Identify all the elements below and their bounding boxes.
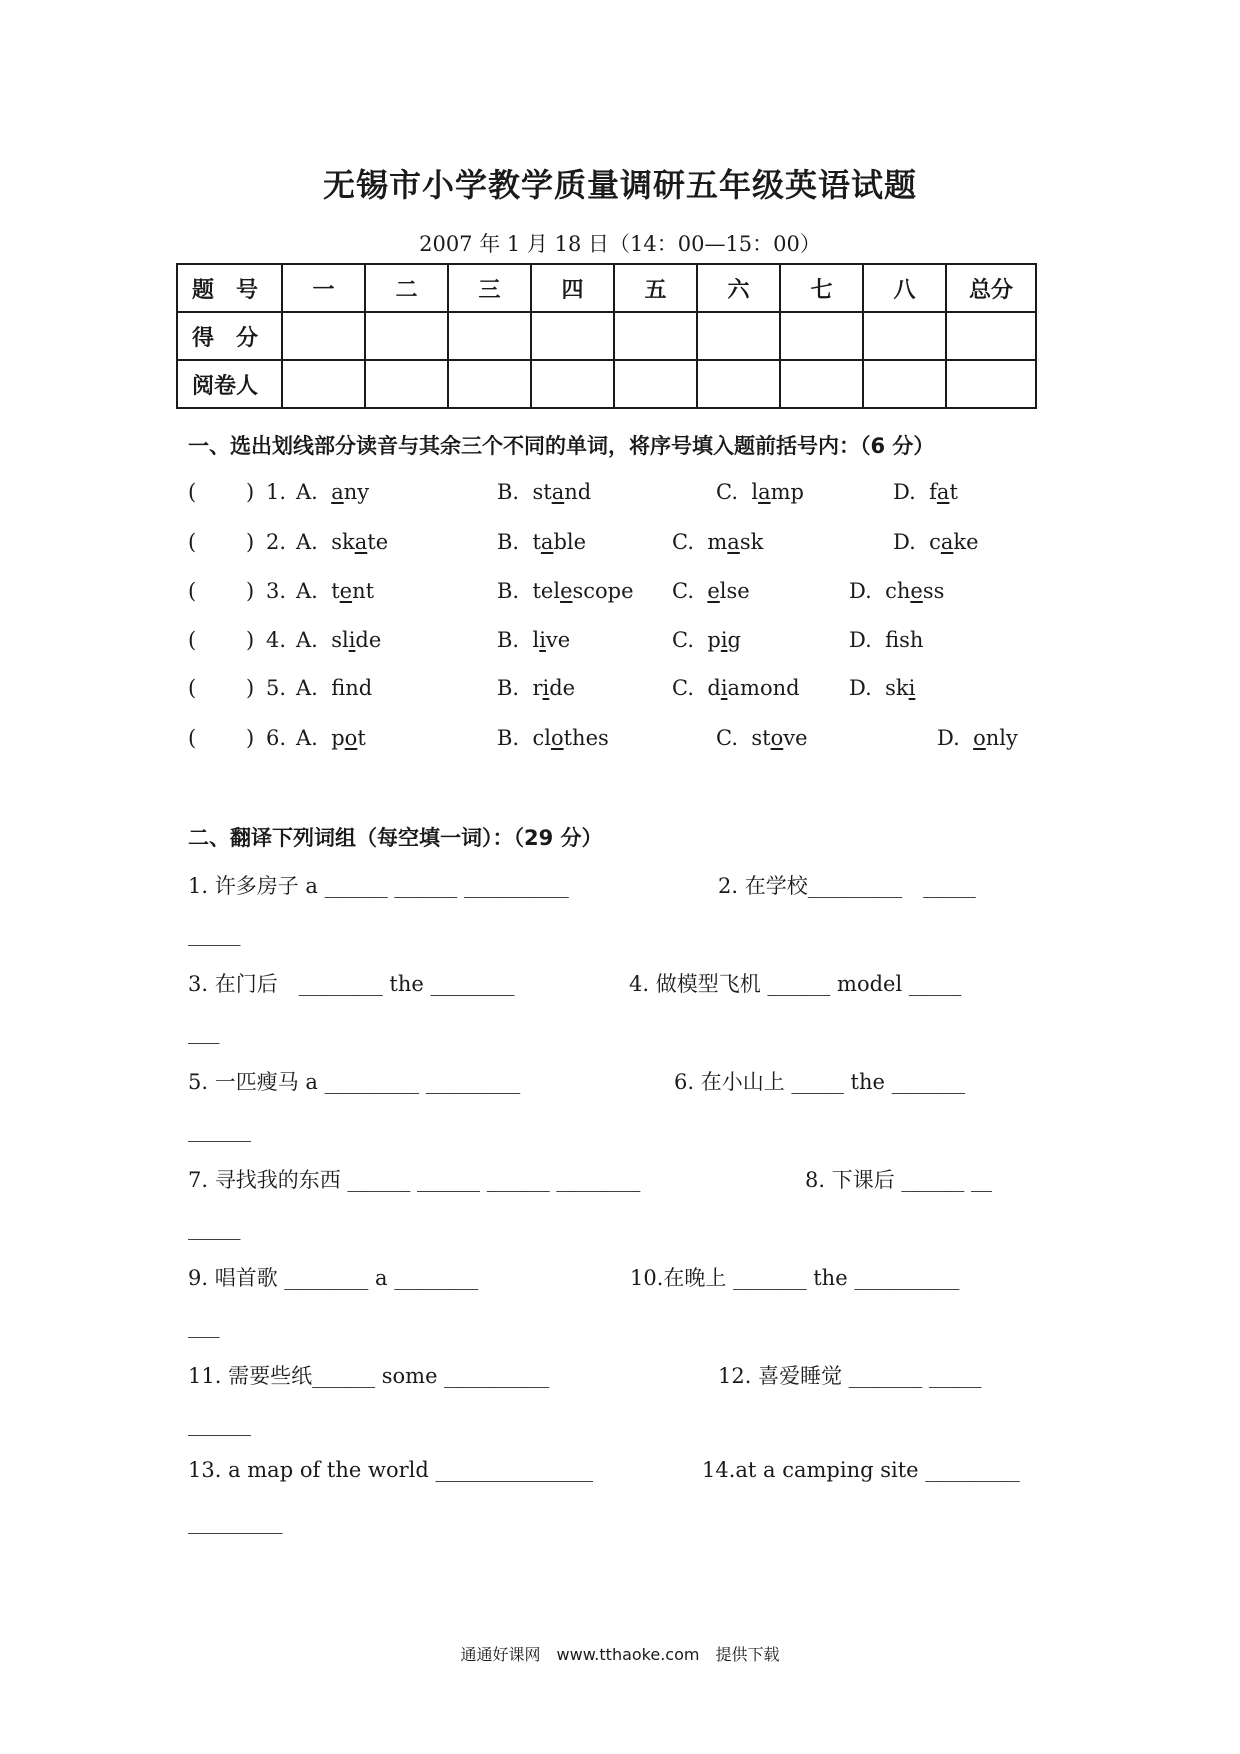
underlined-letter: a <box>354 530 368 554</box>
answer-bracket-close: ) <box>246 480 255 504</box>
underlined-letter: a <box>540 530 554 554</box>
score-cell[interactable] <box>282 312 365 360</box>
option-word: fsh <box>885 628 924 652</box>
option-word: fat <box>929 480 958 504</box>
translation-line[interactable]: 13. a map of the world _______________ <box>188 1458 593 1482</box>
underlined-letter: a <box>758 480 771 504</box>
answer-bracket-open: ( <box>188 628 197 652</box>
option-letter: A. <box>296 480 332 504</box>
option-word: chess <box>885 579 945 603</box>
underlined-letter: a <box>936 480 950 504</box>
translation-line[interactable]: ___ <box>188 1314 220 1338</box>
option-b <box>497 676 575 700</box>
option-letter: B. <box>497 480 533 504</box>
translation-line[interactable]: 3. 在门后 ________ the ________ <box>188 972 515 996</box>
option-word: tent <box>331 579 375 603</box>
option-d <box>849 579 944 603</box>
score-cell[interactable] <box>614 312 697 360</box>
answer-bracket-close: ) <box>246 676 255 700</box>
header-cell: 八 <box>863 264 946 312</box>
translation-line[interactable]: 10.在晚上 _______ the __________ <box>630 1266 960 1290</box>
question-number: 1. <box>266 480 287 504</box>
underlined-letter: o <box>550 726 564 750</box>
option-word: pot <box>331 726 366 750</box>
option-letter: C. <box>672 579 708 603</box>
option-letter: A. <box>296 726 332 750</box>
score-table <box>176 263 1037 409</box>
section1-title: 一、选出划线部分读音与其余三个不同的单词，将序号填入题前括号内：（6 分） <box>188 434 935 458</box>
option-letter: A. <box>296 676 332 700</box>
header-cell: 题 号 <box>177 264 282 312</box>
translation-line[interactable]: 2. 在学校_________ _____ <box>718 874 976 898</box>
question-row <box>188 628 1088 658</box>
option-letter: A. <box>296 530 332 554</box>
option-word: slide <box>331 628 382 652</box>
option-a <box>296 480 369 504</box>
question-row <box>188 726 1088 756</box>
underlined-letter: e <box>560 579 573 603</box>
option-letter: A. <box>296 628 332 652</box>
option-word: telescope <box>532 579 634 603</box>
underlined-letter: a <box>551 480 565 504</box>
question-number: 3. <box>266 579 287 603</box>
answer-bracket-close: ) <box>246 726 255 750</box>
option-word: live <box>532 628 571 652</box>
score-cell[interactable] <box>863 312 946 360</box>
section2-title: 二、翻译下列词组（每空填一词）：（29 分） <box>188 826 603 850</box>
score-cell[interactable] <box>780 312 863 360</box>
header-cell: 六 <box>697 264 780 312</box>
option-letter: D. <box>849 676 886 700</box>
option-b <box>497 530 586 554</box>
grader-cell[interactable] <box>531 360 614 408</box>
answer-bracket-open: ( <box>188 726 197 750</box>
option-word: ride <box>532 676 576 700</box>
score-cell[interactable] <box>448 312 531 360</box>
option-letter: B. <box>497 579 533 603</box>
answer-bracket-open: ( <box>188 480 197 504</box>
underlined-letter: e <box>707 579 720 603</box>
option-word: stove <box>751 726 808 750</box>
option-word: cake <box>929 530 979 554</box>
grader-cell[interactable] <box>282 360 365 408</box>
row-label: 阅卷人 <box>177 360 282 408</box>
option-word: fnd <box>331 676 373 700</box>
option-d <box>937 726 1018 750</box>
score-cell[interactable] <box>697 312 780 360</box>
underlined-letter: e <box>339 579 353 603</box>
grader-cell[interactable] <box>365 360 448 408</box>
option-word: only <box>973 726 1018 750</box>
underlined-letter: a <box>331 480 344 504</box>
option-c <box>672 530 763 554</box>
option-d <box>849 676 915 700</box>
question-row <box>188 530 1088 560</box>
score-cell[interactable] <box>946 312 1036 360</box>
question-number: 2. <box>266 530 287 554</box>
grader-row <box>177 360 1036 408</box>
translation-line[interactable]: 8. 下课后 ______ __ <box>805 1168 993 1192</box>
option-word: stand <box>532 480 592 504</box>
score-row <box>177 312 1036 360</box>
grader-cell[interactable] <box>697 360 780 408</box>
option-letter: D. <box>937 726 974 750</box>
underlined-letter: i <box>720 676 728 700</box>
underlined-letter: i <box>348 628 356 652</box>
exam-date: 2007 年 1 月 18 日（14：00—15：00） <box>419 232 821 256</box>
underlined-letter: a <box>727 530 740 554</box>
answer-blank[interactable] <box>202 676 236 704</box>
option-word: else <box>707 579 750 603</box>
answer-bracket-open: ( <box>188 530 197 554</box>
option-word: ski <box>885 676 916 700</box>
header-cell: 四 <box>531 264 614 312</box>
option-letter: D. <box>893 530 930 554</box>
translation-line[interactable]: ______ <box>188 1118 251 1142</box>
translation-line[interactable]: 12. 喜爱睡觉 _______ _____ <box>718 1364 982 1388</box>
underlined-letter: o <box>344 726 358 750</box>
header-cell: 七 <box>780 264 863 312</box>
underlined-letter: o <box>973 726 986 750</box>
option-a <box>296 579 374 603</box>
option-c <box>672 628 741 652</box>
option-b <box>497 480 591 504</box>
question-number: 4. <box>266 628 287 652</box>
option-a <box>296 726 366 750</box>
score-header-row <box>177 264 1036 312</box>
option-d <box>893 480 958 504</box>
option-a <box>296 628 381 652</box>
translation-line[interactable]: _____ <box>188 1216 241 1240</box>
grader-cell[interactable] <box>614 360 697 408</box>
option-letter: C. <box>716 480 752 504</box>
answer-bracket-close: ) <box>246 579 255 603</box>
option-word: clothes <box>532 726 609 750</box>
option-word: diamond <box>707 676 800 700</box>
underlined-letter: i <box>720 628 728 652</box>
option-letter: A. <box>296 579 332 603</box>
translation-line[interactable]: 9. 唱首歌 ________ a ________ <box>188 1266 479 1290</box>
option-letter: B. <box>497 628 533 652</box>
option-letter: D. <box>849 579 886 603</box>
option-letter: C. <box>672 628 708 652</box>
answer-bracket-close: ) <box>246 530 255 554</box>
answer-blank[interactable] <box>202 530 236 558</box>
header-cell: 总分 <box>946 264 1036 312</box>
score-cell[interactable] <box>531 312 614 360</box>
underlined-letter: i <box>539 628 546 652</box>
question-number: 5. <box>266 676 287 700</box>
option-letter: C. <box>716 726 752 750</box>
translation-line[interactable]: _____ <box>188 922 241 946</box>
translation-line[interactable]: 4. 做模型飞机 ______ model _____ <box>629 972 962 996</box>
option-b <box>497 628 570 652</box>
translation-line[interactable]: 14.at a camping site _________ <box>702 1458 1020 1482</box>
option-c <box>716 726 808 750</box>
answer-blank[interactable] <box>202 628 236 656</box>
option-letter: C. <box>672 530 708 554</box>
header-cell: 二 <box>365 264 448 312</box>
option-word: table <box>532 530 587 554</box>
underlined-letter: i <box>542 676 550 700</box>
option-c <box>672 579 750 603</box>
question-row <box>188 579 1088 609</box>
option-word: lamp <box>751 480 804 504</box>
answer-bracket-open: ( <box>188 579 197 603</box>
translation-line[interactable]: 6. 在小山上 _____ the _______ <box>674 1070 966 1094</box>
option-d <box>849 628 923 652</box>
option-letter: C. <box>672 676 708 700</box>
option-c <box>672 676 800 700</box>
answer-bracket-open: ( <box>188 676 197 700</box>
translation-line[interactable]: 7. 寻找我的东西 ______ ______ ______ ________ <box>188 1168 641 1192</box>
option-letter: B. <box>497 676 533 700</box>
option-b <box>497 726 609 750</box>
row-label: 得 分 <box>177 312 282 360</box>
page-title: 无锡市小学教学质量调研五年级英语试题 <box>322 166 917 204</box>
translation-line[interactable]: 5. 一匹瘦马 a _________ _________ <box>188 1070 521 1094</box>
translation-line[interactable]: ___ <box>188 1020 220 1044</box>
grader-cell[interactable] <box>448 360 531 408</box>
option-d <box>893 530 979 554</box>
header-cell: 三 <box>448 264 531 312</box>
option-letter: B. <box>497 530 533 554</box>
question-number: 6. <box>266 726 287 750</box>
translation-line[interactable]: _________ <box>188 1510 283 1534</box>
answer-blank[interactable] <box>202 480 236 508</box>
option-letter: D. <box>849 628 886 652</box>
footer-credit: 通通好课网 www.tthaoke.com 提供下载 <box>460 1645 780 1664</box>
option-a <box>296 676 372 700</box>
grader-cell[interactable] <box>863 360 946 408</box>
underlined-letter: a <box>940 530 954 554</box>
option-letter: D. <box>893 480 930 504</box>
option-word: skate <box>331 530 389 554</box>
answer-blank[interactable] <box>202 579 236 607</box>
option-b <box>497 579 634 603</box>
translation-line[interactable]: 11. 需要些纸______ some __________ <box>188 1364 550 1388</box>
question-row <box>188 676 1088 706</box>
grader-cell[interactable] <box>946 360 1036 408</box>
score-cell[interactable] <box>365 312 448 360</box>
header-cell: 一 <box>282 264 365 312</box>
header-cell: 五 <box>614 264 697 312</box>
option-word: any <box>331 480 370 504</box>
translation-line[interactable]: 1. 许多房子 a ______ ______ __________ <box>188 874 569 898</box>
option-word: pig <box>707 628 741 652</box>
option-a <box>296 530 388 554</box>
grader-cell[interactable] <box>780 360 863 408</box>
underlined-letter: i <box>908 676 916 700</box>
underlined-letter: e <box>910 579 923 603</box>
underlined-letter: o <box>770 726 784 750</box>
translation-line[interactable]: ______ <box>188 1412 251 1436</box>
option-c <box>716 480 804 504</box>
question-row <box>188 480 1088 510</box>
option-letter: B. <box>497 726 533 750</box>
answer-bracket-close: ) <box>246 628 255 652</box>
answer-blank[interactable] <box>202 726 236 754</box>
option-word: mask <box>707 530 764 554</box>
